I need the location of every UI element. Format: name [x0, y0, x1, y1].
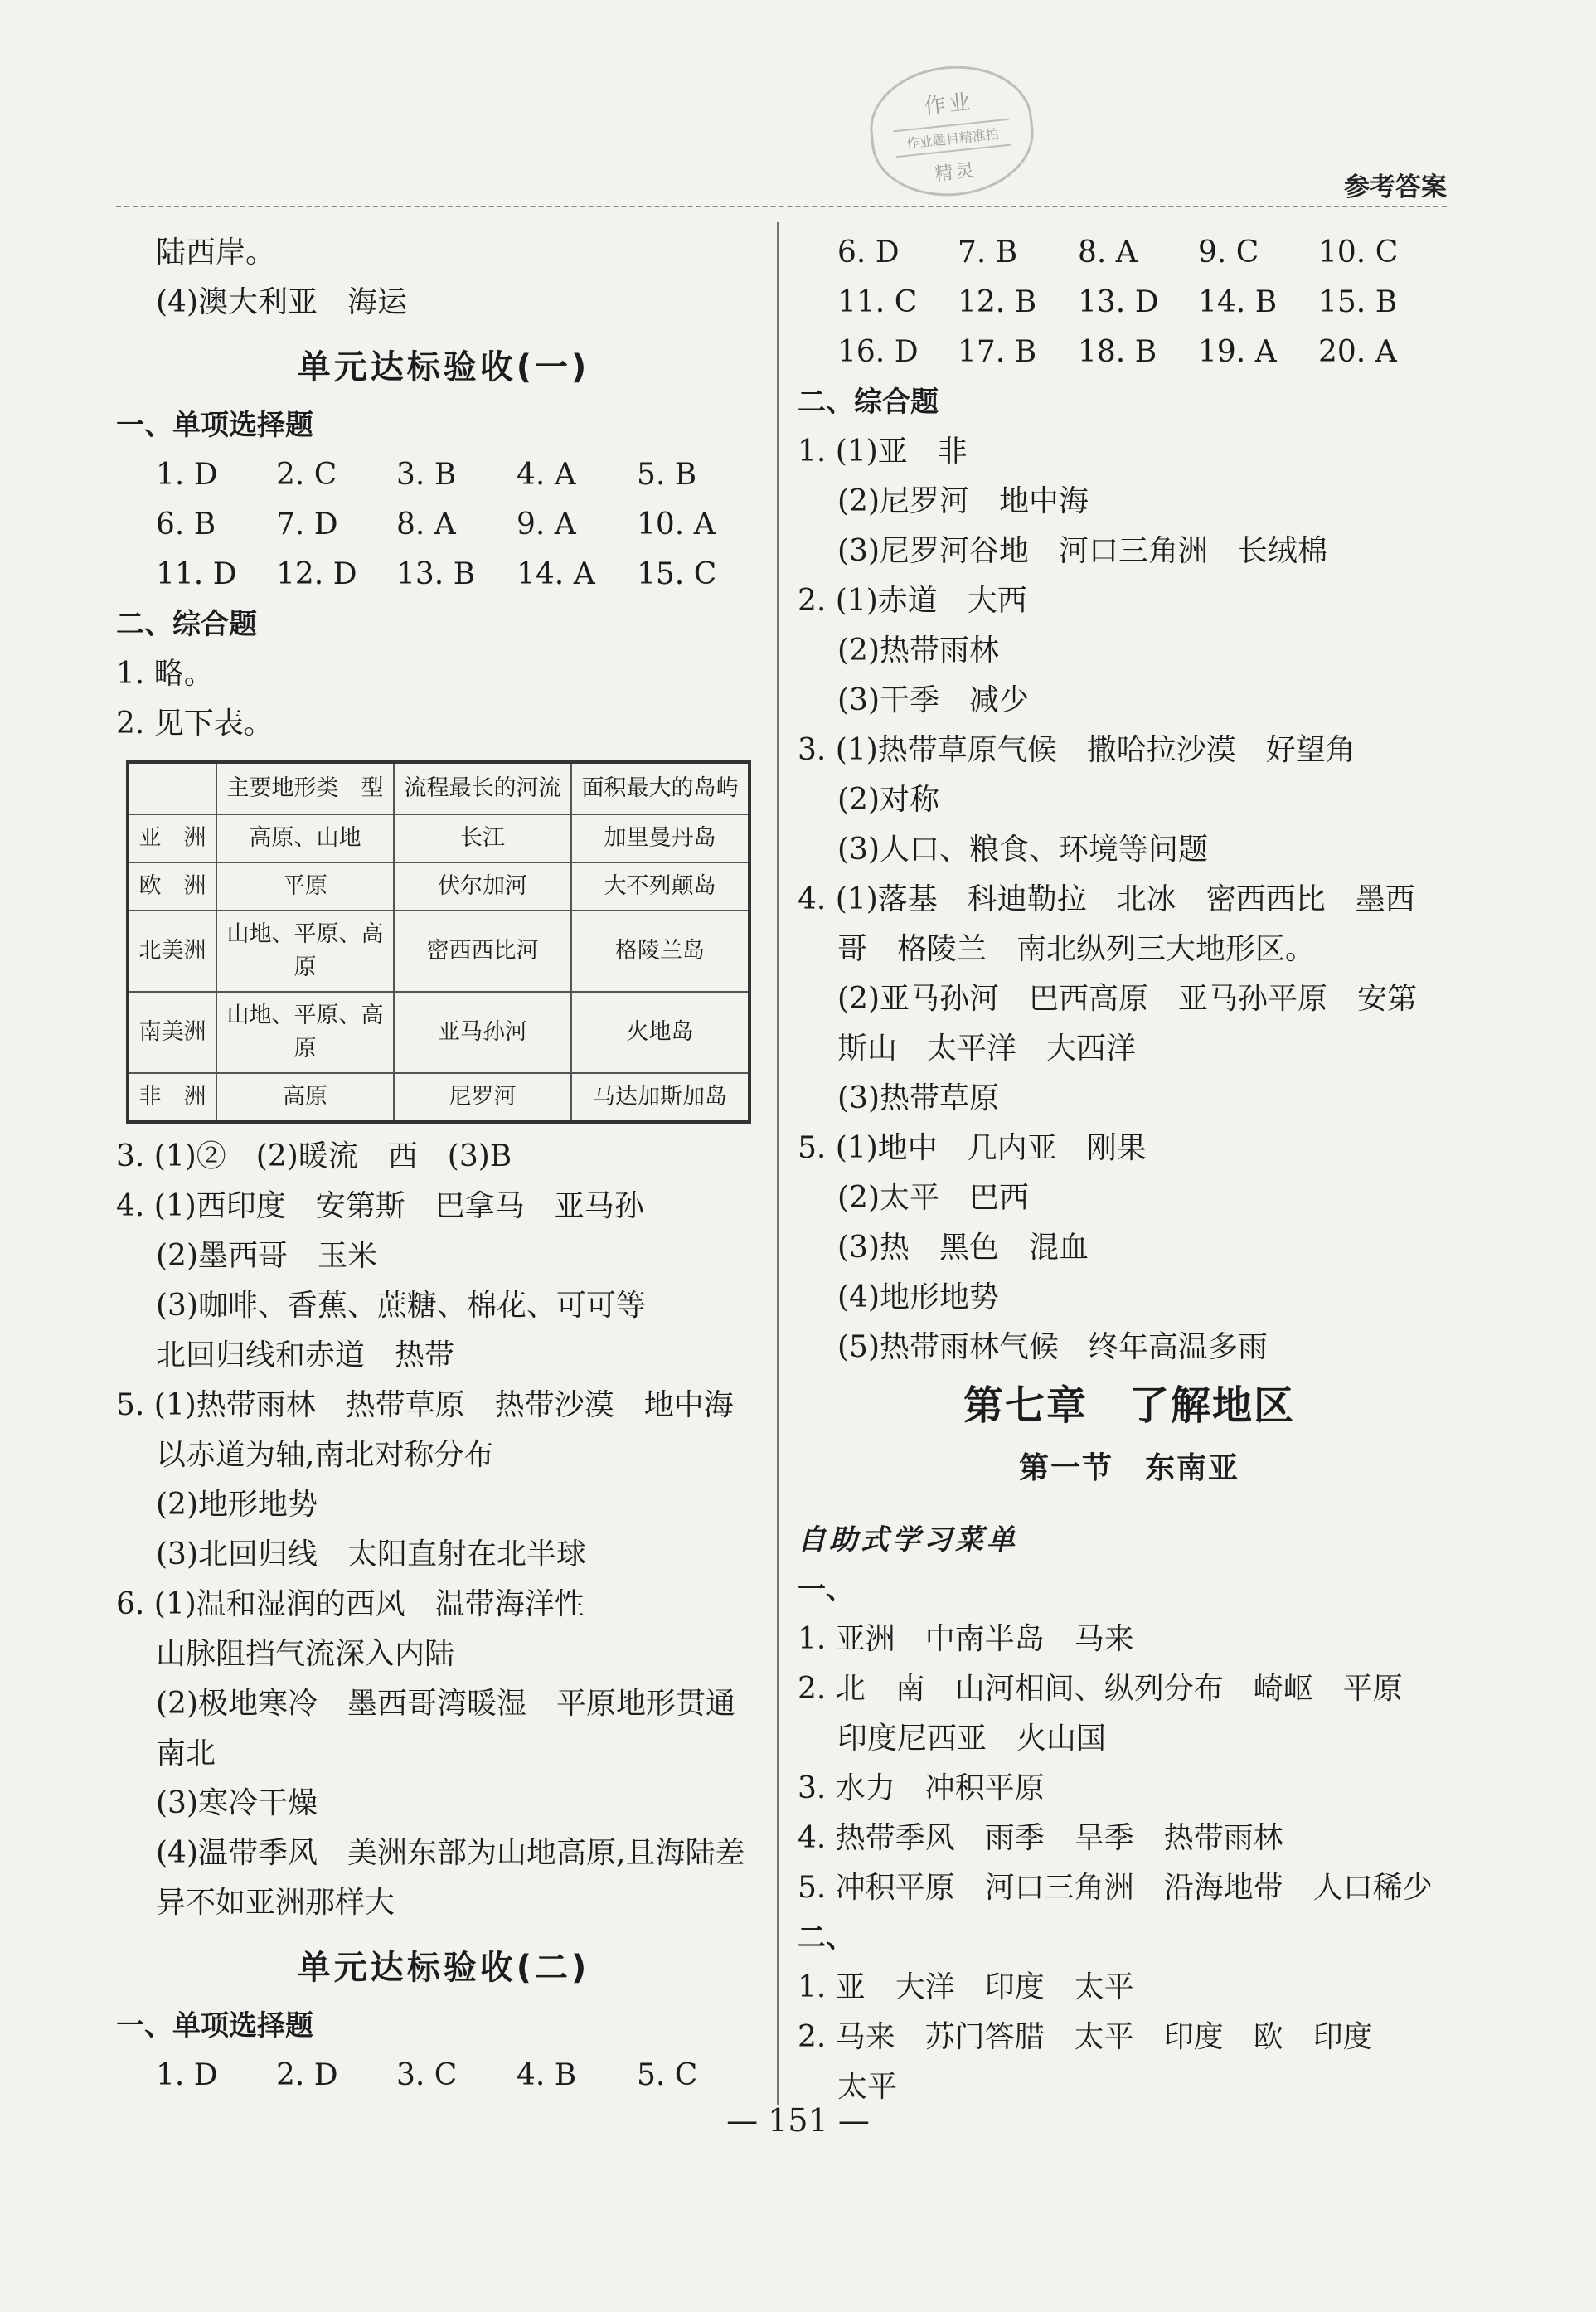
table-cell: 伏尔加河	[394, 862, 571, 911]
chapter-title: 第七章 了解地区	[963, 1382, 1295, 1429]
text-line: 以赤道为轴,南北对称分布	[156, 1438, 494, 1472]
text-line: 2. 马来 苏门答腊 太平 印度 欧 印度	[798, 2020, 1373, 2054]
header-divider	[116, 206, 1447, 207]
text-line: 1. 亚 大洋 印度 太平	[798, 1970, 1134, 2004]
right-column	[798, 228, 1461, 2112]
text-line: (2)亚马孙河 巴西高原 亚马孙平原 安第	[837, 982, 1417, 1016]
text-line: 4. (1)落基 科迪勒拉 北冰 密西西比 墨西	[798, 882, 1415, 916]
mc-answer: 2. D	[276, 2058, 338, 2092]
mc-answer: 4. B	[517, 2058, 577, 2092]
text-line: (4)澳大利亚 海运	[156, 285, 407, 319]
text-line: 陆西岸。	[156, 236, 276, 270]
text-line: 异不如亚洲那样大	[156, 1886, 395, 1920]
mc-row	[116, 550, 771, 600]
part-heading: 一、	[798, 1573, 854, 1606]
text-line: (2)热带雨林	[837, 634, 999, 668]
section-heading: 二、综合题	[116, 608, 257, 641]
text-line: (3)热 黑色 混血	[837, 1231, 1089, 1265]
section-title: 第一节 东南亚	[1018, 1451, 1239, 1485]
mc-answer: 19. A	[1198, 335, 1277, 369]
text-line: 1. 亚洲 中南半岛 马来	[798, 1622, 1134, 1656]
text-line: (2)对称	[837, 783, 939, 817]
table-cell: 加里曼丹岛	[571, 814, 749, 862]
text-line: (2)墨西哥 玉米	[156, 1239, 377, 1273]
table-cell: 欧 洲	[128, 862, 216, 911]
stamp-bottom: 精灵	[934, 160, 979, 186]
text-line: (3)干季 减少	[837, 683, 1029, 717]
mc-answer: 13. B	[396, 557, 476, 591]
mc-answer: 3. B	[396, 458, 457, 492]
mc-row	[798, 278, 1461, 328]
unit-title: 单元达标验收(二)	[297, 1949, 590, 1987]
table-row	[128, 992, 749, 1073]
text-line: 2. (1)赤道 大西	[798, 584, 1027, 618]
table-row	[128, 1073, 749, 1122]
mc-answer: 8. A	[396, 508, 456, 542]
mc-answer: 2. C	[276, 458, 337, 492]
mc-row	[798, 328, 1461, 377]
mc-answer: 10. C	[1318, 236, 1399, 270]
table-cell: 大不列颠岛	[571, 862, 749, 911]
part-heading: 二、	[798, 1921, 854, 1955]
mc-answer: 6. D	[837, 236, 900, 270]
text-line: (3)咖啡、香蕉、蔗糖、棉花、可可等	[156, 1289, 646, 1323]
mc-answer: 5. C	[637, 2058, 698, 2092]
text-line: (3)热带草原	[837, 1081, 999, 1115]
mc-answer: 13. D	[1078, 285, 1159, 319]
table-header-cell: 流程最长的河流	[394, 762, 571, 814]
mc-row	[116, 450, 771, 500]
mc-answer: 9. A	[517, 508, 576, 542]
table-cell: 非 洲	[128, 1073, 216, 1122]
text-line: 4. 热带季风 雨季 旱季 热带雨林	[798, 1821, 1283, 1855]
text-line: 3. (1)热带草原气候 撒哈拉沙漠 好望角	[798, 733, 1356, 767]
table-cell: 长江	[394, 814, 571, 862]
table-cell: 密西西比河	[394, 911, 571, 992]
text-line: (3)北回归线 太阳直射在北半球	[156, 1537, 586, 1571]
mc-answer: 14. B	[1198, 285, 1278, 319]
mc-answer: 9. C	[1198, 236, 1259, 270]
table-cell: 北美洲	[128, 911, 216, 992]
mc-answer: 7. D	[276, 508, 338, 542]
stamp-top: 作业	[923, 90, 976, 120]
text-line: 6. (1)温和湿润的西风 温带海洋性	[116, 1587, 585, 1621]
text-line: 印度尼西亚 火山国	[837, 1722, 1107, 1756]
mc-answer: 11. C	[837, 285, 918, 319]
text-line: 山脉阻挡气流深入内陆	[156, 1637, 455, 1671]
continent-table	[126, 760, 751, 1124]
table-cell: 格陵兰岛	[571, 911, 749, 992]
mc-answer: 3. C	[396, 2058, 458, 2092]
text-line: 2. 北 南 山河相间、纵列分布 崎岖 平原	[798, 1672, 1403, 1706]
table-row	[128, 814, 749, 862]
text-line: (3)人口、粮食、环境等问题	[837, 833, 1208, 867]
mc-answer: 1. D	[156, 2058, 218, 2092]
mc-answer: 11. D	[156, 557, 237, 591]
table-header-cell: 主要地形类 型	[216, 762, 394, 814]
section-heading: 二、综合题	[798, 386, 939, 419]
text-line: (2)地形地势	[156, 1488, 318, 1522]
watermark-stamp	[864, 58, 1039, 204]
text-line: (3)寒冷干燥	[156, 1786, 318, 1820]
mc-answer: 4. A	[517, 458, 576, 492]
text-line: 北回归线和赤道 热带	[156, 1338, 455, 1372]
text-line: (5)热带雨林气候 终年高温多雨	[837, 1330, 1268, 1364]
text-line: (2)极地寒冷 墨西哥湾暖湿 平原地形贯通	[156, 1687, 735, 1721]
table-header-cell	[128, 762, 216, 814]
text-line: 5. (1)地中 几内亚 刚果	[798, 1131, 1147, 1165]
mc-answer: 16. D	[837, 335, 919, 369]
text-line: 太平	[837, 2070, 898, 2104]
menu-title: 自助式学习菜单	[798, 1523, 1018, 1557]
mc-answer: 6. B	[156, 508, 216, 542]
text-line: (4)地形地势	[837, 1280, 999, 1314]
text-line: (2)太平 巴西	[837, 1181, 1029, 1215]
mc-answer: 7. B	[958, 236, 1018, 270]
text-line: 2. 见下表。	[116, 707, 274, 741]
text-line: 5. 冲积平原 河口三角洲 沿海地带 人口稀少	[798, 1871, 1433, 1905]
text-line: 3. 水力 冲积平原	[798, 1771, 1045, 1805]
table-cell: 高原	[216, 1073, 394, 1122]
section-heading: 一、单项选择题	[116, 409, 313, 442]
text-line: 1. 略。	[116, 657, 214, 691]
unit-title: 单元达标验收(一)	[297, 348, 590, 386]
table-cell: 南美洲	[128, 992, 216, 1073]
table-cell: 尼罗河	[394, 1073, 571, 1122]
page-number: — 151 —	[726, 2102, 870, 2139]
table-cell: 火地岛	[571, 992, 749, 1073]
text-line: 5. (1)热带雨林 热带草原 热带沙漠 地中海	[116, 1388, 734, 1422]
section-heading: 一、单项选择题	[116, 2009, 313, 2042]
text-line: (2)尼罗河 地中海	[837, 484, 1089, 518]
table-row	[128, 911, 749, 992]
table-cell: 山地、平原、高原	[216, 992, 394, 1073]
stamp-middle: 作业题目精准拍	[894, 119, 1012, 158]
mc-row	[798, 228, 1461, 278]
text-line: 3. (1)② (2)暖流 西 (3)B	[116, 1139, 512, 1173]
mc-answer: 17. B	[958, 335, 1037, 369]
mc-answer: 5. B	[637, 458, 697, 492]
table-cell: 平原	[216, 862, 394, 911]
mc-answer: 20. A	[1318, 335, 1397, 369]
table-row	[128, 862, 749, 911]
mc-answer: 14. A	[517, 557, 595, 591]
text-line: 1. (1)亚 非	[798, 435, 968, 469]
mc-answer: 18. B	[1078, 335, 1157, 369]
mc-row	[116, 500, 771, 550]
mc-answer: 12. B	[958, 285, 1037, 319]
column-divider	[777, 222, 779, 2105]
mc-answer: 15. B	[1318, 285, 1398, 319]
table-cell: 高原、山地	[216, 814, 394, 862]
text-line: 哥 格陵兰 南北纵列三大地形区。	[837, 932, 1316, 966]
table-header-row	[128, 762, 749, 814]
mc-answer: 12. D	[276, 557, 357, 591]
table-cell: 山地、平原、高原	[216, 911, 394, 992]
table-header-cell: 面积最大的岛屿	[571, 762, 749, 814]
mc-answer: 8. A	[1078, 236, 1138, 270]
text-line: 南北	[156, 1736, 216, 1770]
table-cell: 亚马孙河	[394, 992, 571, 1073]
text-line: 斯山 太平洋 大西洋	[837, 1032, 1137, 1066]
page-header-title: 参考答案	[1344, 172, 1447, 202]
mc-answer: 10. A	[637, 508, 716, 542]
text-line: 4. (1)西印度 安第斯 巴拿马 亚马孙	[116, 1189, 644, 1223]
mc-answer: 15. C	[637, 557, 717, 591]
left-column	[116, 228, 771, 2101]
text-line: (4)温带季风 美洲东部为山地高原,且海陆差	[156, 1836, 745, 1870]
table-cell: 马达加斯加岛	[571, 1073, 749, 1122]
table-cell: 亚 洲	[128, 814, 216, 862]
mc-row	[116, 2051, 771, 2101]
mc-answer: 1. D	[156, 458, 218, 492]
text-line: (3)尼罗河谷地 河口三角洲 长绒棉	[837, 534, 1327, 568]
